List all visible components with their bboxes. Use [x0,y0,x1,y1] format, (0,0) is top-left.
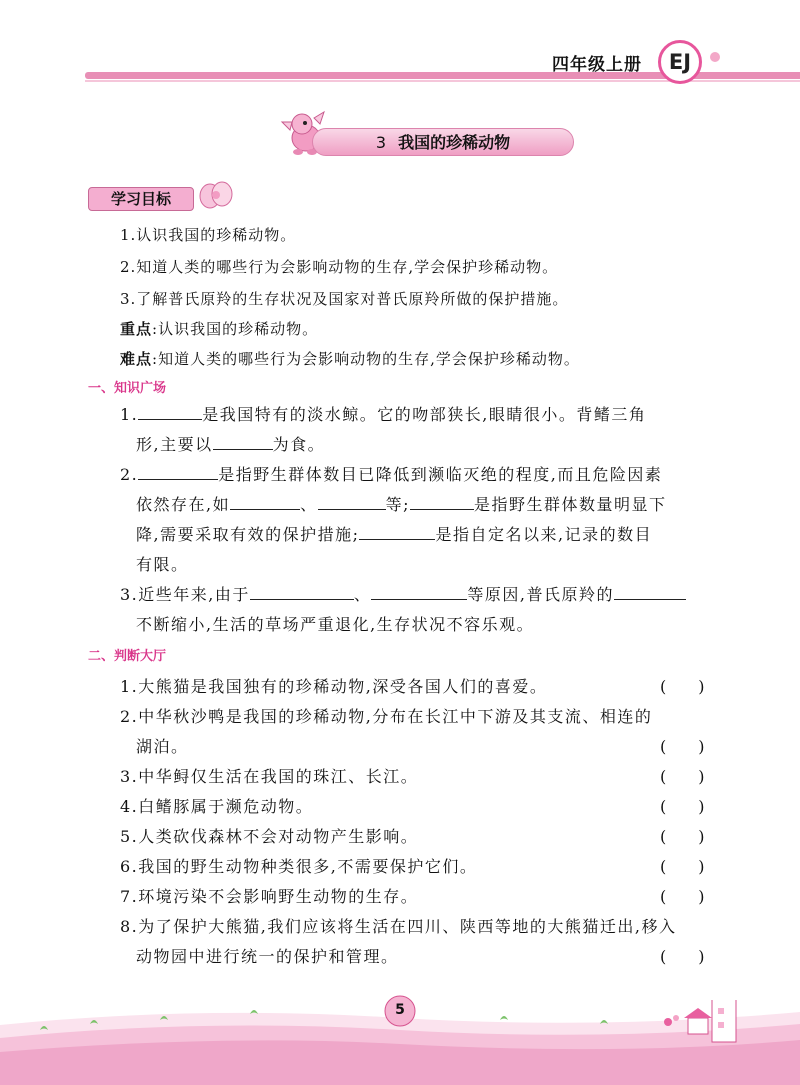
blank[interactable] [213,435,273,450]
difficult-point [120,348,580,369]
key-point [120,318,318,339]
page-number: 5 [395,1002,405,1018]
judgment-1: 1.大熊猫是我国独有的珍稀动物,深受各国人们的喜爱。 [120,677,548,696]
answer-paren-8[interactable]: ( ) [660,947,705,966]
key-point-label: 重点 [120,320,153,338]
answer-paren-3[interactable]: ( ) [660,767,705,786]
question-1-line-2: 形,主要以 为食。 [136,435,326,454]
answer-paren-1[interactable]: ( ) [660,677,705,696]
blank[interactable] [318,495,386,510]
answer-paren-4[interactable]: ( ) [660,797,705,816]
decor-dot [710,52,720,62]
judgment-8-line-1: 8.为了保护大熊猫,我们应该将生活在四川、陕西等地的大熊猫迁出,移入 [120,917,677,936]
edition-badge: EJ [658,40,702,84]
judgment-6: 6.我国的野生动物种类很多,不需要保护它们。 [120,857,478,876]
difficult-point-label: 难点 [120,350,153,368]
lesson-title: 我国的珍稀动物 [398,133,511,152]
judgment-4: 4.白鳍豚属于濒危动物。 [120,797,314,816]
difficult-point-text: :知道人类的哪些行为会影响动物的生存,学会保护珍稀动物。 [152,350,580,368]
question-3-line-1: 3.近些年来,由于 、 等原因,普氏原羚的 [120,582,686,605]
answer-paren-7[interactable]: ( ) [660,887,705,906]
answer-paren-2[interactable]: ( ) [660,737,705,756]
objective-1: 1.认识我国的珍稀动物。 [120,226,297,244]
blank[interactable] [250,585,354,600]
blank[interactable] [138,405,202,420]
judgment-3: 3.中华鲟仅生活在我国的珠江、长江。 [120,767,419,786]
flower-icon [196,178,236,214]
blank[interactable] [410,495,474,510]
section-judgment-title: 二、判断大厅 [88,649,167,664]
judgment-7: 7.环境污染不会影响野生动物的生存。 [120,887,419,906]
judgment-2-line-2: 湖泊。 [136,737,189,756]
blank[interactable] [138,465,218,480]
question-3-line-2: 不断缩小,生活的草场严重退化,生存状况不容乐观。 [136,615,535,634]
key-point-text: :认识我国的珍稀动物。 [152,320,319,338]
section-knowledge-title: 一、知识广场 [88,381,167,396]
judgment-5: 5.人类砍伐森林不会对动物产生影响。 [120,827,419,846]
lighthouse-icon [708,1000,740,1042]
question-2-line-3: 降,需要采取有效的保护措施; 是指自定名以来,记录的数目 [136,525,653,544]
judgment-2-line-1: 2.中华秋沙鸭是我国的珍稀动物,分布在长江中下游及其支流、相连的 [120,707,653,726]
answer-paren-5[interactable]: ( ) [660,827,705,846]
objective-3: 3.了解普氏原羚的生存状况及国家对普氏原羚所做的保护措施。 [120,290,569,308]
house-icon [684,1008,712,1034]
objectives-badge: 学习目标 [88,187,194,211]
answer-paren-6[interactable]: ( ) [660,857,705,876]
blank[interactable] [614,585,686,600]
lesson-number: 3 [375,133,387,152]
header-rule-thin [85,80,800,82]
blank[interactable] [230,495,300,510]
blank[interactable] [371,585,467,600]
question-1-line-1: 1. 是我国特有的淡水鲸。它的吻部狭长,眼睛很小。背鳍三角 [120,405,647,424]
book-title: 四年级上册 [552,55,642,75]
question-2-line-1: 2. 是指野生群体数目已降低到濒临灭绝的程度,而且危险因素 [120,465,663,484]
objective-2: 2.知道人类的哪些行为会影响动物的生存,学会保护珍稀动物。 [120,258,559,276]
blank[interactable] [359,525,435,540]
judgment-8-line-2: 动物园中进行统一的保护和管理。 [136,947,399,966]
question-2-line-2: 依然存在,如 、 等; 是指野生群体数量明显下 [136,495,667,514]
lesson-title-banner [312,128,574,156]
question-2-line-4: 有限。 [136,555,189,574]
